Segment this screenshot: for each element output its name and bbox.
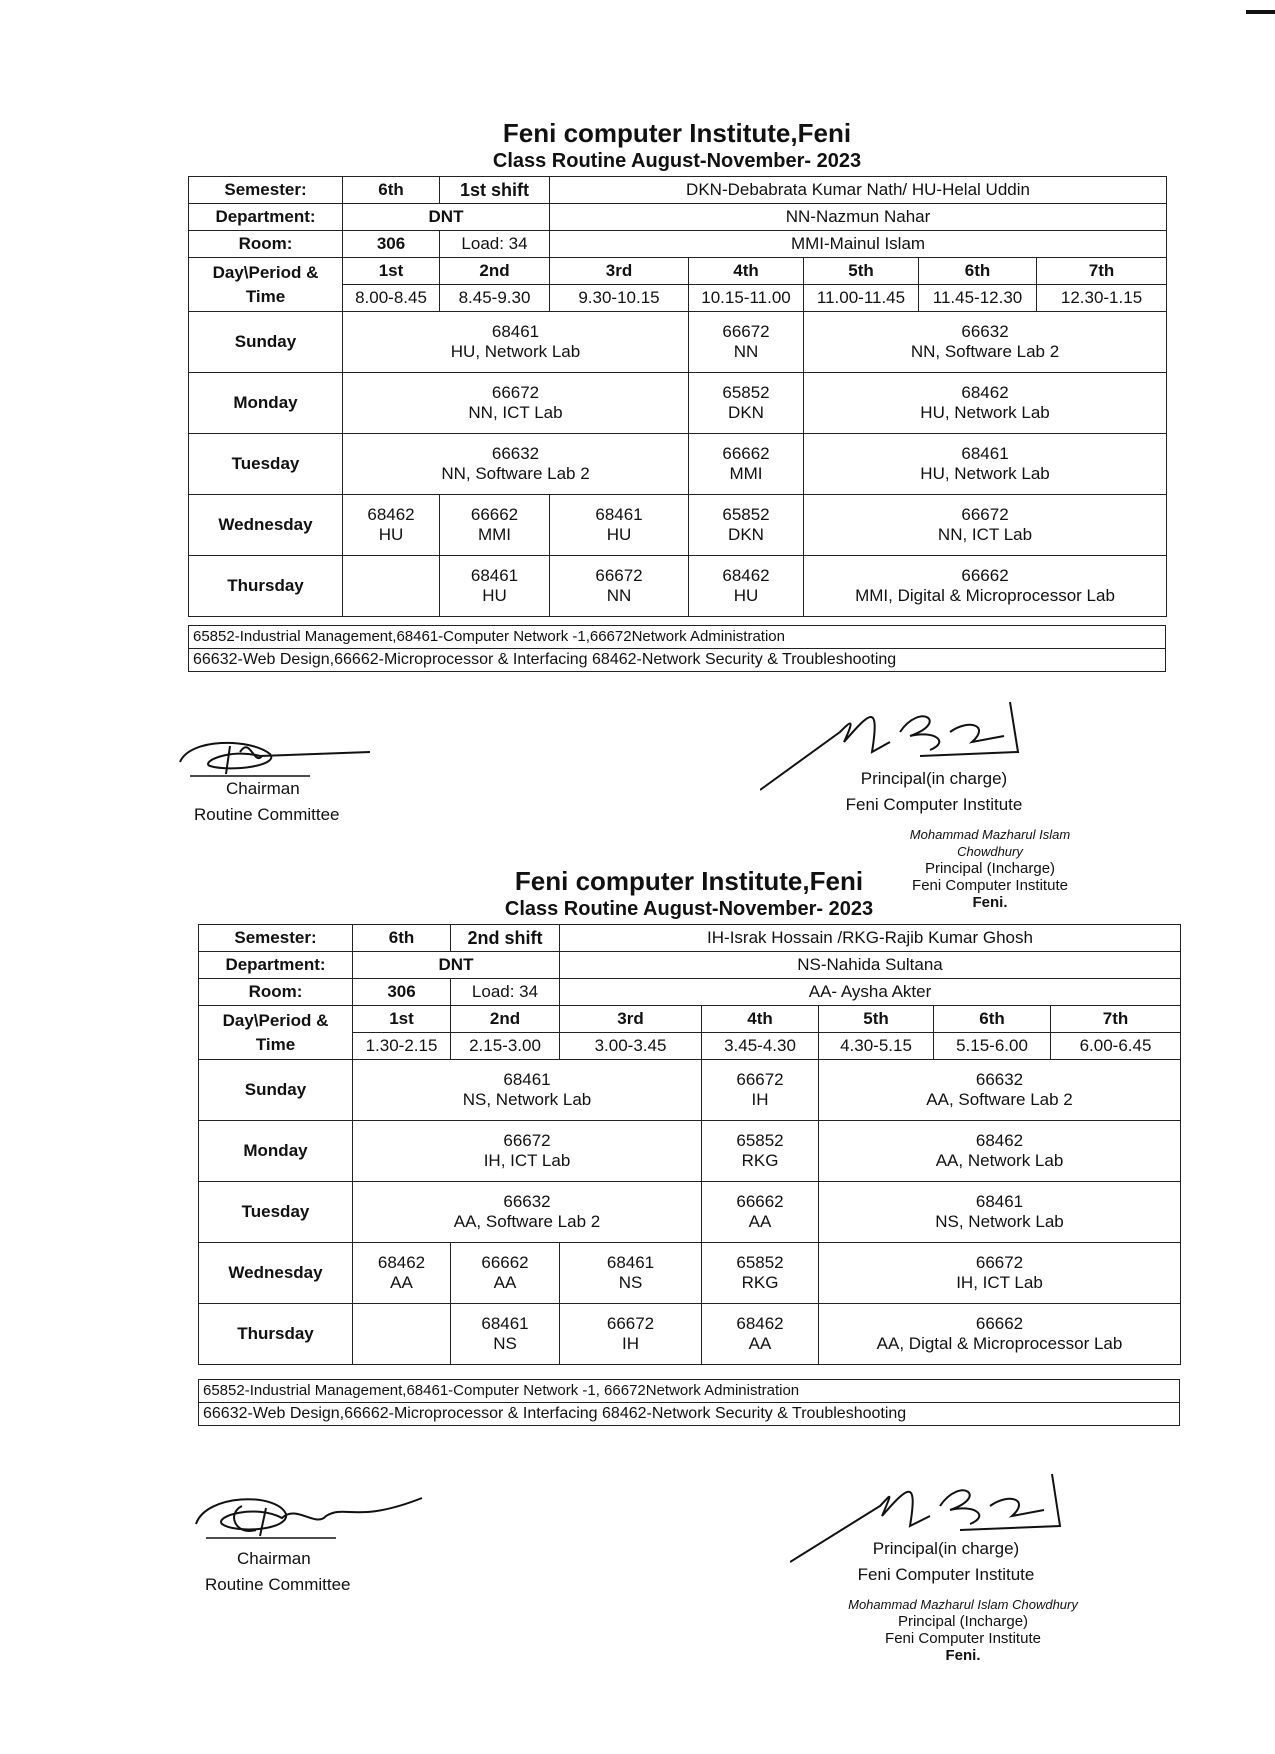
class-cell [819, 1182, 1181, 1243]
course-info: NN [733, 342, 759, 361]
course-info: MMI [477, 525, 512, 544]
day-row-thursday [199, 1304, 1181, 1365]
course-info: NN, Software Lab 2 [441, 464, 590, 483]
time-7: 6.00-6.45 [1051, 1033, 1181, 1060]
course-code: 68462 [377, 1253, 426, 1272]
seal-name: Mohammad Mazharul Islam Chowdhury [848, 1597, 1078, 1612]
course-code: 66672 [961, 505, 1009, 524]
class-cell-empty [343, 556, 440, 617]
time-1: 8.00-8.45 [343, 285, 440, 312]
class-cell [343, 373, 689, 434]
day-label: Tuesday [189, 434, 343, 495]
period-2: 2nd [440, 258, 550, 285]
course-info: NS, Network Lab [462, 1090, 592, 1109]
committee-label: Routine Committee [194, 805, 340, 824]
day-label: Sunday [189, 312, 343, 373]
course-code: 66672 [722, 322, 770, 341]
course-info: AA, Network Lab [935, 1151, 1064, 1170]
course-info: NN, ICT Lab [937, 525, 1033, 544]
chairman-label: Chairman [237, 1549, 311, 1568]
committee-label: Routine Committee [205, 1575, 351, 1594]
class-cell [702, 1304, 819, 1365]
class-cell [353, 1182, 702, 1243]
course-info: AA [390, 1273, 413, 1292]
class-cell [353, 1243, 451, 1304]
period-2: 2nd [451, 1006, 560, 1033]
teacher-legend-3: AA- Aysha Akter [560, 979, 1181, 1006]
day-label: Tuesday [199, 1182, 353, 1243]
day-label: Monday [189, 373, 343, 434]
shift-value: 1st shift [440, 177, 550, 204]
class-cell [819, 1121, 1181, 1182]
day-row-sunday [199, 1060, 1181, 1121]
course-info: HU [733, 586, 759, 605]
seal-title: Principal (Incharge) [924, 860, 1056, 877]
day-label: Monday [199, 1121, 353, 1182]
room-value: 306 [353, 979, 451, 1006]
course-info: NS [618, 1273, 643, 1292]
course-info: IH [622, 1334, 639, 1353]
time-5: 4.30-5.15 [819, 1033, 934, 1060]
period-7: 7th [1051, 1006, 1181, 1033]
department-label: Department: [189, 204, 343, 231]
class-cell [689, 434, 804, 495]
day-row-monday [199, 1121, 1181, 1182]
routine-title: Class Routine August-November- 2023 [504, 898, 874, 920]
department-row [189, 204, 1167, 231]
course-code: 68461 [961, 444, 1009, 463]
day-period-label: Day\Period & [212, 262, 319, 282]
period-7: 7th [1037, 258, 1167, 285]
class-cell [702, 1243, 819, 1304]
course-code: 68461 [481, 1314, 529, 1333]
course-code: 65852 [722, 505, 770, 524]
class-cell [702, 1182, 819, 1243]
time-1: 1.30-2.15 [353, 1033, 451, 1060]
course-legend-line-1: 65852-Industrial Management,68461-Computer Network -1, 66672Network Administration [199, 1380, 1180, 1403]
day-row-tuesday [189, 434, 1167, 495]
course-code: 66672 [975, 1253, 1024, 1272]
room-value: 306 [343, 231, 440, 258]
routine-table [198, 924, 1181, 1365]
routine-title: Class Routine August-November- 2023 [492, 150, 862, 172]
period-header-row [199, 1006, 1181, 1033]
seal-place: Feni. [972, 894, 1008, 911]
day-period-label: Day\Period & [222, 1010, 329, 1030]
course-code: 68462 [975, 1131, 1024, 1150]
course-info: IH, ICT Lab [956, 1273, 1043, 1292]
class-cell [819, 1060, 1181, 1121]
course-info: RKG [741, 1151, 779, 1170]
class-cell [451, 1243, 560, 1304]
course-code: 66672 [736, 1070, 784, 1089]
routine-first-shift [188, 118, 1166, 672]
semester-value: 6th [343, 177, 440, 204]
course-code: 66632 [961, 322, 1009, 341]
day-label: Sunday [199, 1060, 353, 1121]
class-cell [689, 373, 804, 434]
day-period-header [199, 1006, 353, 1060]
time-7: 12.30-1.15 [1037, 285, 1167, 312]
course-info: HU, Network Lab [920, 464, 1050, 483]
course-legend-line-1: 65852-Industrial Management,68461-Computer Network -1,66672Network Administration [189, 626, 1166, 649]
time-2: 8.45-9.30 [440, 285, 550, 312]
course-code: 68461 [470, 566, 519, 585]
period-6: 6th [934, 1006, 1051, 1033]
scan-mark [1246, 10, 1275, 14]
day-period-header [189, 258, 343, 312]
chairman-label: Chairman [226, 779, 300, 798]
course-info: NS, Network Lab [935, 1212, 1064, 1231]
period-4: 4th [689, 258, 804, 285]
course-info: AA, Software Lab 2 [926, 1090, 1073, 1109]
course-info: AA [748, 1334, 772, 1353]
day-row-thursday [189, 556, 1167, 617]
class-cell [343, 495, 440, 556]
day-label: Wednesday [199, 1243, 353, 1304]
semester-label: Semester: [199, 925, 353, 952]
class-cell [702, 1121, 819, 1182]
course-code: 68461 [491, 322, 540, 341]
course-code: 65852 [722, 383, 770, 402]
course-code: 66632 [503, 1192, 551, 1211]
course-legend [198, 1379, 1180, 1426]
class-cell [689, 495, 804, 556]
course-info: RKG [741, 1273, 779, 1292]
period-4: 4th [702, 1006, 819, 1033]
day-label: Thursday [199, 1304, 353, 1365]
time-label: Time [255, 1034, 296, 1054]
routine-second-shift [198, 866, 1180, 1426]
principal-seal-2 [848, 1596, 1078, 1664]
class-cell [353, 1121, 702, 1182]
course-code: 66662 [481, 1253, 529, 1272]
class-cell [804, 373, 1167, 434]
class-cell [353, 1060, 702, 1121]
class-cell [550, 495, 689, 556]
course-info: HU [606, 525, 632, 544]
time-6: 11.45-12.30 [919, 285, 1037, 312]
course-code: 68462 [961, 383, 1009, 402]
class-cell [550, 556, 689, 617]
principal-title: Principal(in charge) [860, 769, 1008, 788]
routine-table [188, 176, 1167, 617]
class-cell [440, 495, 550, 556]
seal-title: Principal (Incharge) [897, 1613, 1029, 1630]
class-cell [689, 556, 804, 617]
time-2: 2.15-3.00 [451, 1033, 560, 1060]
time-5: 11.00-11.45 [804, 285, 919, 312]
department-label: Department: [199, 952, 353, 979]
course-info: NS [493, 1334, 517, 1353]
principal-title: Principal(in charge) [872, 1539, 1020, 1558]
course-code: 68462 [367, 505, 415, 524]
course-code: 66662 [470, 505, 519, 524]
class-cell-empty [353, 1304, 451, 1365]
principal-org: Feni Computer Institute [845, 795, 1023, 814]
day-row-tuesday [199, 1182, 1181, 1243]
period-1: 1st [353, 1006, 451, 1033]
semester-label: Semester: [189, 177, 343, 204]
course-info: HU, Network Lab [450, 342, 581, 361]
time-4: 10.15-11.00 [689, 285, 804, 312]
course-info: HU, Network Lab [920, 403, 1050, 422]
chairman-block-1 [194, 776, 394, 828]
course-code: 68461 [503, 1070, 551, 1089]
class-cell [804, 434, 1167, 495]
chairman-signature-2 [186, 1484, 426, 1548]
course-info: HU [482, 586, 507, 605]
period-5: 5th [819, 1006, 934, 1033]
course-info: AA, Software Lab 2 [453, 1212, 601, 1231]
seal-name: Mohammad Mazharul Islam Chowdhury [909, 827, 1071, 859]
period-5: 5th [804, 258, 919, 285]
course-code: 65852 [736, 1253, 784, 1272]
course-info: NN [606, 586, 632, 605]
course-info: DKN [728, 525, 764, 544]
class-cell [804, 556, 1167, 617]
teacher-legend-1: DKN-Debabrata Kumar Nath/ HU-Helal Uddin [550, 177, 1167, 204]
class-cell [560, 1304, 702, 1365]
course-info: MMI [729, 464, 763, 483]
course-info: IH, ICT Lab [483, 1151, 571, 1170]
course-info: HU [378, 525, 404, 544]
class-cell [689, 312, 804, 373]
course-info: IH [751, 1090, 769, 1109]
course-code: 66662 [961, 566, 1009, 585]
class-cell [343, 312, 689, 373]
principal-org: Feni Computer Institute [857, 1565, 1035, 1584]
department-value: DNT [343, 204, 550, 231]
course-code: 65852 [736, 1131, 784, 1150]
room-row [189, 231, 1167, 258]
time-6: 5.15-6.00 [934, 1033, 1051, 1060]
seal-org: Feni Computer Institute [885, 1630, 1041, 1647]
time-label: Time [245, 286, 286, 306]
day-label: Wednesday [189, 495, 343, 556]
course-code: 66632 [975, 1070, 1024, 1089]
department-value: DNT [353, 952, 560, 979]
course-code: 66632 [491, 444, 540, 463]
course-code: 66672 [491, 383, 540, 402]
course-code: 66672 [595, 566, 643, 585]
course-legend-line-2: 66632-Web Design,66662-Microprocessor & Interfacing 68462-Network Security & Troubleshooting [199, 1403, 1180, 1426]
shift-value: 2nd shift [451, 925, 560, 952]
load-value: Load: 34 [440, 231, 550, 258]
course-info: AA [493, 1273, 517, 1292]
class-cell [343, 434, 689, 495]
room-label: Room: [189, 231, 343, 258]
course-info: MMI, Digital & Microprocessor Lab [855, 586, 1115, 605]
period-6: 6th [919, 258, 1037, 285]
day-row-sunday [189, 312, 1167, 373]
semester-row [199, 925, 1181, 952]
principal-block-1 [814, 766, 1054, 818]
course-code: 66662 [975, 1314, 1024, 1333]
day-label: Thursday [189, 556, 343, 617]
course-code: 66662 [722, 444, 770, 463]
room-row [199, 979, 1181, 1006]
time-3: 3.00-3.45 [560, 1033, 702, 1060]
period-header-row [189, 258, 1167, 285]
class-cell [702, 1060, 819, 1121]
room-label: Room: [199, 979, 353, 1006]
institute-title: Feni computer Institute,Feni [502, 118, 852, 148]
institute-title: Feni computer Institute,Feni [514, 866, 864, 896]
course-code: 68461 [975, 1192, 1024, 1211]
course-info: DKN [728, 403, 764, 422]
semester-row [189, 177, 1167, 204]
course-code: 68462 [736, 1314, 784, 1333]
time-4: 3.45-4.30 [702, 1033, 819, 1060]
period-3: 3rd [560, 1006, 702, 1033]
principal-block-2 [826, 1536, 1066, 1588]
time-3: 9.30-10.15 [550, 285, 689, 312]
period-1: 1st [343, 258, 440, 285]
course-code: 66672 [503, 1131, 551, 1150]
seal-place: Feni. [945, 1647, 981, 1664]
course-legend-line-2: 66632-Web Design,66662-Microprocessor & Interfacing 68462-Network Security & Troubleshooting [189, 649, 1166, 672]
course-info: AA [748, 1212, 772, 1231]
day-row-wednesday [189, 495, 1167, 556]
course-code: 68461 [595, 505, 643, 524]
day-row-wednesday [199, 1243, 1181, 1304]
class-cell [804, 495, 1167, 556]
seal-org: Feni Computer Institute [912, 877, 1068, 894]
class-cell [560, 1243, 702, 1304]
teacher-legend-2: NS-Nahida Sultana [560, 952, 1181, 979]
course-info: NN, Software Lab 2 [910, 342, 1060, 361]
course-code: 68461 [606, 1253, 655, 1272]
period-3: 3rd [550, 258, 689, 285]
semester-value: 6th [353, 925, 451, 952]
teacher-legend-1: IH-Israk Hossain /RKG-Rajib Kumar Ghosh [560, 925, 1181, 952]
course-code: 68462 [722, 566, 770, 585]
class-cell [804, 312, 1167, 373]
class-cell [819, 1304, 1181, 1365]
class-cell [451, 1304, 560, 1365]
department-row [199, 952, 1181, 979]
day-row-monday [189, 373, 1167, 434]
class-cell [440, 556, 550, 617]
course-code: 66662 [736, 1192, 784, 1211]
teacher-legend-2: NN-Nazmun Nahar [550, 204, 1167, 231]
course-info: NN, ICT Lab [468, 403, 563, 422]
course-code: 66672 [606, 1314, 655, 1333]
load-value: Load: 34 [451, 979, 560, 1006]
teacher-legend-3: MMI-Mainul Islam [550, 231, 1167, 258]
chairman-block-2 [205, 1546, 405, 1598]
class-cell [819, 1243, 1181, 1304]
course-legend [188, 625, 1166, 672]
course-info: AA, Digtal & Microprocessor Lab [876, 1334, 1123, 1353]
